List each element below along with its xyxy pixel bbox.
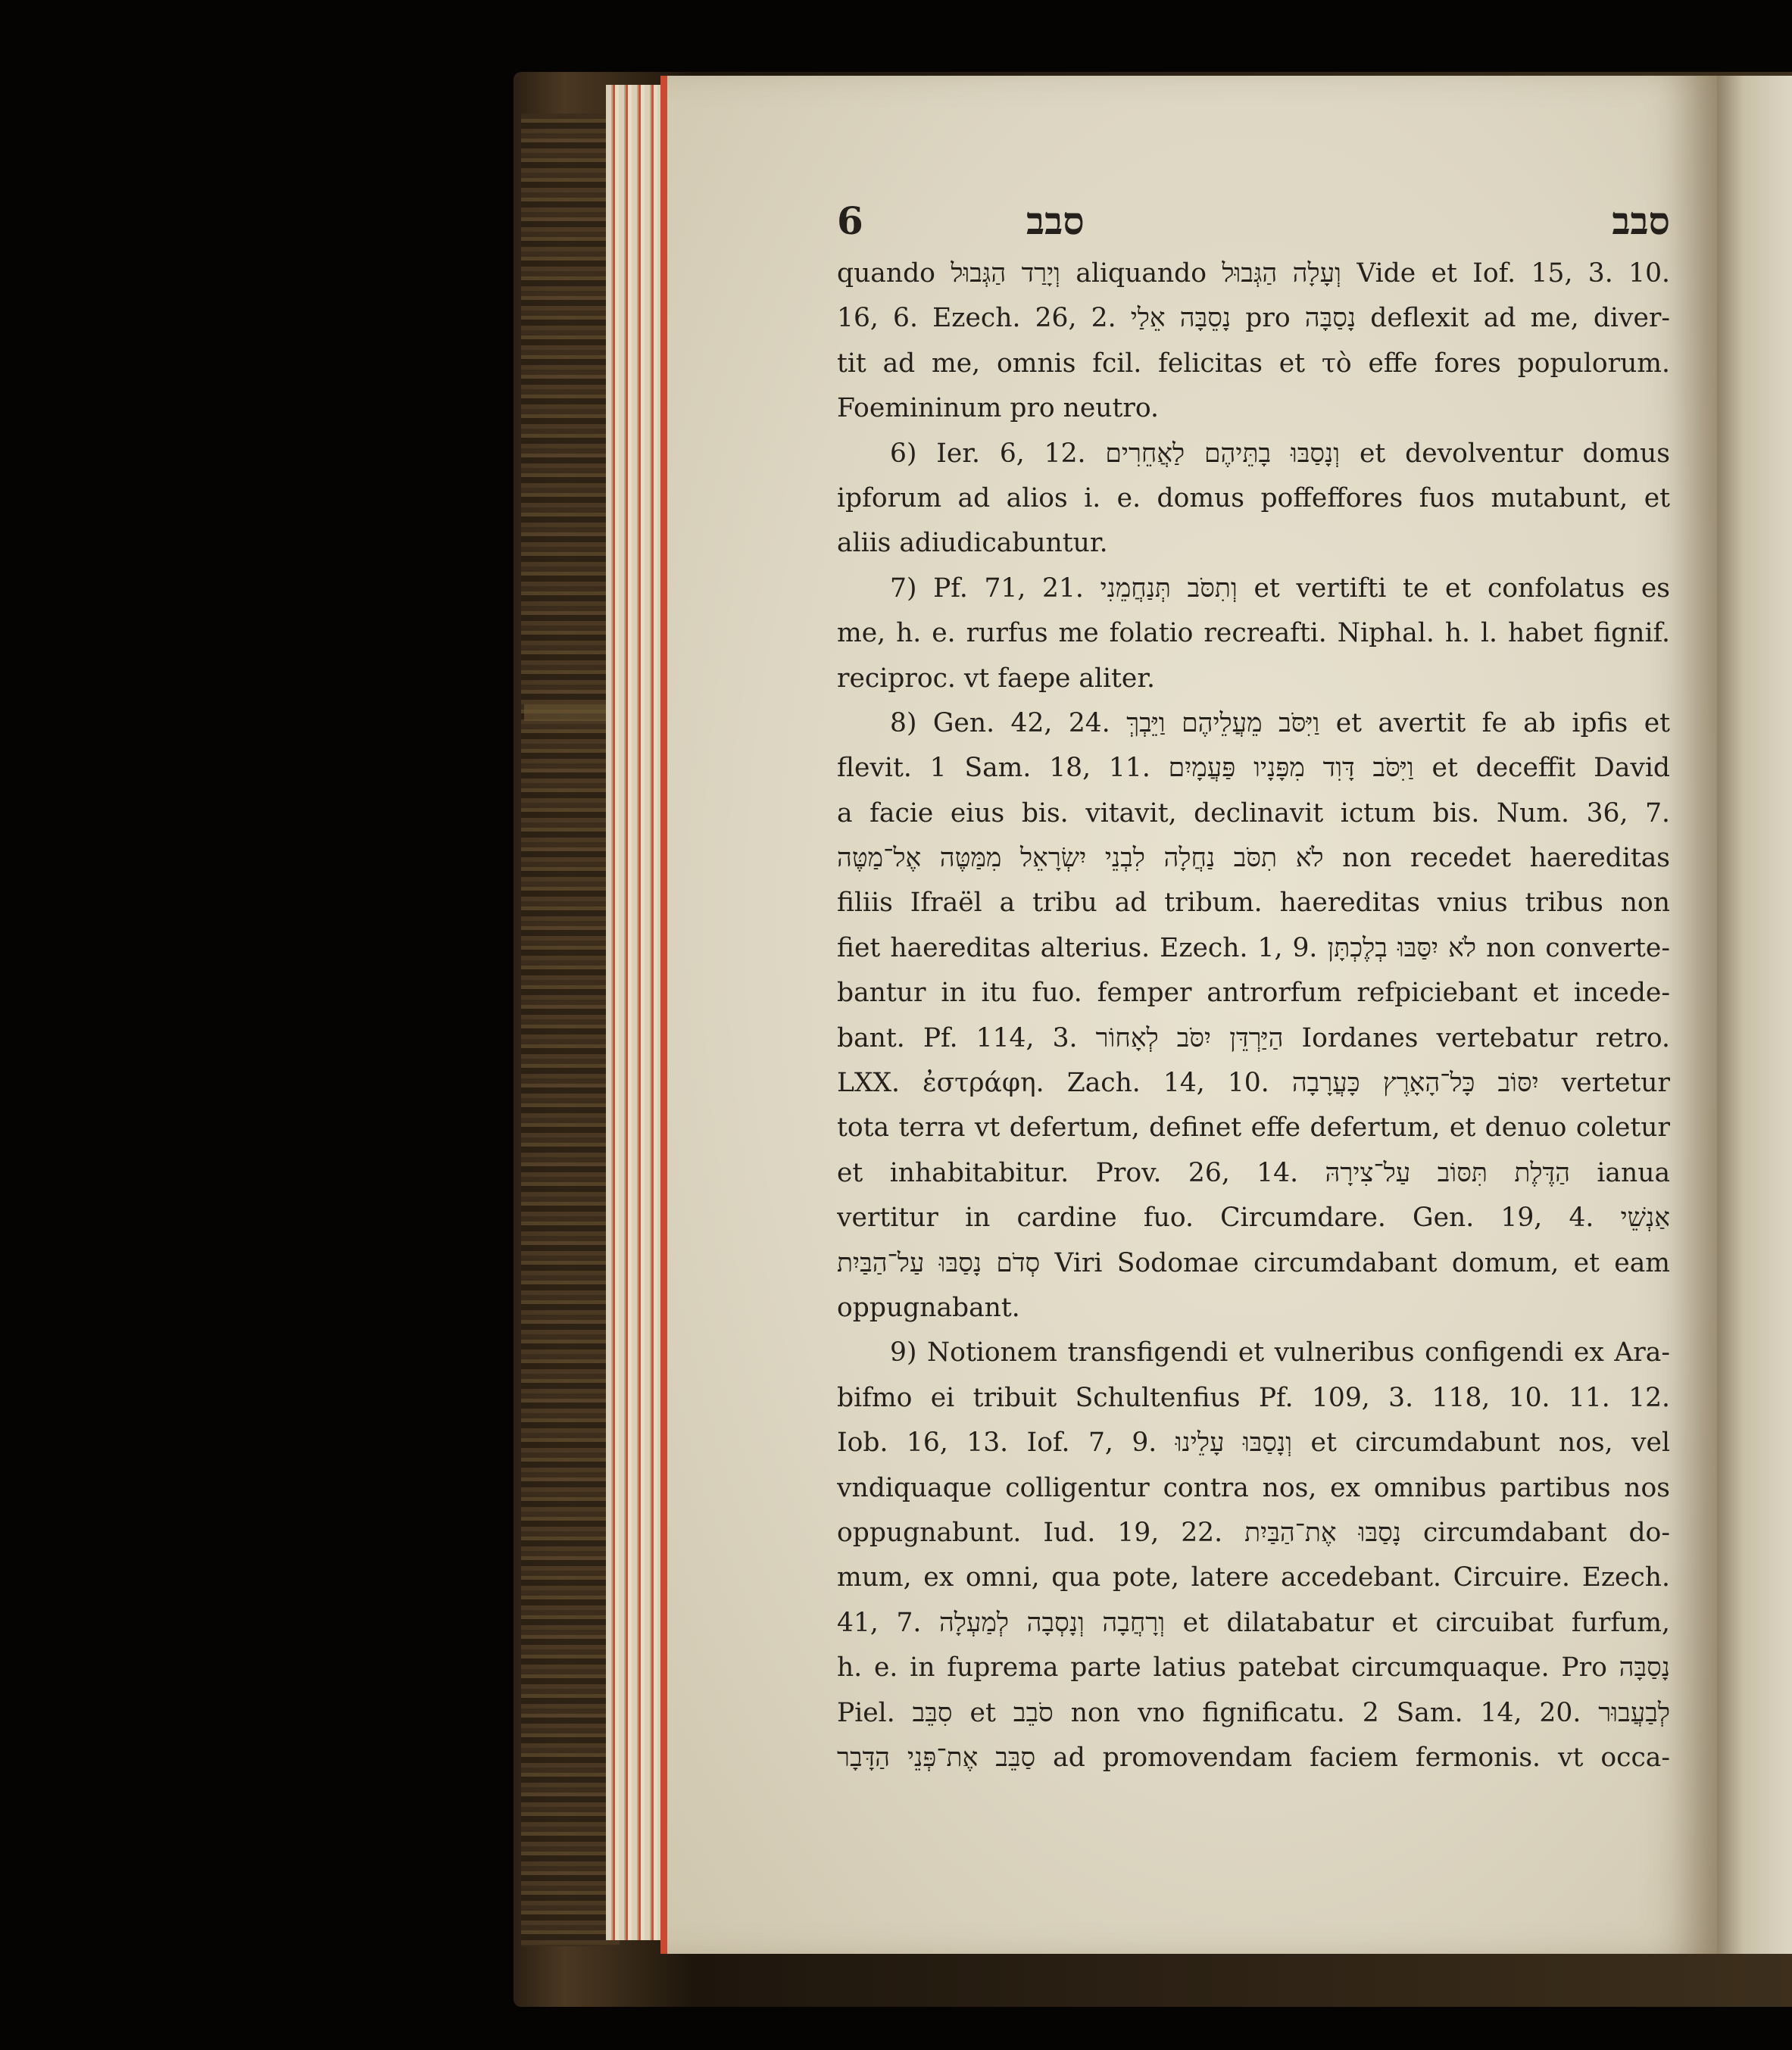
text-line: 41, 7. וְרָחֲבָה וְנָסְבָה לְמַעְלָה et dilatabatur et circuibat furfum, xyxy=(837,1607,1670,1638)
text-line: סְדֹם נָסַבּוּ עַל־הַבַּיִת Viri Sodomae circumdabant domum, et eam xyxy=(837,1247,1670,1278)
text-line: 16, 6. Ezech. 26, 2. נָסֵבָּה אֵלַי pro נָסַבָּה deflexit ad me, diver- xyxy=(837,303,1670,334)
text-line: filiis Ifraël a tribu ad tribum. haereditas vnius tribus non xyxy=(837,888,1670,919)
running-head-right: סבב xyxy=(1612,198,1670,243)
text-line: vertitur in cardine fuo. Circumdare. Gen. 19, 4. אַנְשֵׁי xyxy=(837,1203,1670,1234)
text-line: bantur in itu fuo. femper antrorfum refpiciebant et incede- xyxy=(837,978,1670,1009)
text-line: LXX. ἐστράφη. Zach. 14, 10. יִסּוֹב כָּל־הָאָרֶץ כָּעֲרָבָה vertetur xyxy=(837,1068,1670,1099)
text-line: tota terra vt defertum, definet effe defertum, et denuo coletur xyxy=(837,1112,1670,1144)
text-line: Foemininum pro neutro. xyxy=(837,393,1160,424)
text-line: 6) Ier. 6, 12. וְנָסַבּוּ בָתֵּיהֶם לַאֲחֵרִים et devolventur domus xyxy=(890,438,1670,469)
text-line: bifmo ei tribuit Schultenfius Pf. 109, 3. 118, 10. 11. 12. xyxy=(837,1382,1670,1413)
text-line: 8) Gen. 42, 24. וַיִּסֹּב מֵעֲלֵיהֶם וַיֵּבְךְּ et avertit fe ab ipfis et xyxy=(890,707,1670,738)
facing-page-edge xyxy=(1717,76,1792,1954)
text-line: bant. Pf. 114, 3. הַיַּרְדֵּן יִסֹּב לְאָחוֹר Iordanes vertebatur retro. xyxy=(837,1022,1670,1053)
text-line: 7) Pf. 71, 21. וְתִסֹּב תְּנַחֲמֵנִי et vertifti te et confolatus es xyxy=(890,573,1670,604)
text-line: סַבֵּב אֶת־פְּנֵי הַדָּבָר ad promovendam faciem fermonis. vt occa- xyxy=(837,1742,1670,1773)
text-line: vndiquaque colligentur contra nos, ex omnibus partibus nos xyxy=(837,1472,1670,1503)
text-line: et inhabitabitur. Prov. 26, 14. הַדֶּלֶת תִּסּוֹב עַל־צִירָהּ ianua xyxy=(837,1157,1670,1188)
text-line: a facie eius bis. vitavit, declinavit ictum bis. Num. 36, 7. xyxy=(837,797,1670,828)
book-spine xyxy=(521,114,620,1946)
text-line: flevit. 1 Sam. 18, 11. וַיִּסֹּב דָּוִד מִפָּנָיו פַּעֲמָיִם et deceffit David xyxy=(837,753,1670,784)
text-line: mum, ex omni, qua pote, latere accedebant. Circuire. Ezech. xyxy=(837,1562,1670,1593)
running-head-left: סבב xyxy=(1026,198,1085,243)
page-text xyxy=(837,191,1670,1780)
text-line: ipforum ad alios i. e. domus poffeffores fuos mutabunt, et xyxy=(837,482,1670,513)
text-line: me, h. e. rurfus me folatio recreafti. Niphal. h. l. habet fignif. xyxy=(837,618,1670,649)
text-line: oppugnabunt. Iud. 19, 22. נָסַבּוּ אֶת־הַבַּיִת circumdabant do- xyxy=(837,1517,1670,1548)
text-line: oppugnabant. xyxy=(837,1292,1020,1323)
spine-band xyxy=(524,704,613,721)
text-line: reciproc. vt faepe aliter. xyxy=(837,663,1155,694)
text-line: h. e. in fuprema parte latius patebat circumquaque. Pro נָסַבָּה xyxy=(837,1652,1670,1683)
text-line: Piel. סִבֵּב et סֹבֵב non vno fignificatu. 2 Sam. 14, 20. לְבַעֲבוּר xyxy=(837,1697,1670,1728)
text-line: quando וְיָרַד הַגְּבוּל aliquando וְעָלָה הַגְּבוּל Vide et Iof. 15, 3. 10. xyxy=(837,258,1670,289)
page-number: 6 xyxy=(837,198,863,243)
text-lines xyxy=(837,251,1670,1780)
text-line: לֹא תִסֹּב נַחֲלָה לִבְנֵי יִשְׂרָאֵל מִמַּטֶּה אֶל־מַטֶּה non recedet haereditas xyxy=(837,843,1670,874)
text-line: tit ad me, omnis fcil. felicitas et τὸ effe fores populorum. xyxy=(837,348,1670,379)
text-line: Iob. 16, 13. Iof. 7, 9. וְנָסַבּוּ עָלֵינוּ et circumdabunt nos, vel xyxy=(837,1428,1670,1459)
text-line: fiet haereditas alterius. Ezech. 1, 9. לֹא יִסַּבּוּ בְלֶכְתָּן non converte- xyxy=(837,932,1670,963)
text-line: 9) Notionem transfigendi et vulneribus configendi ex Ara- xyxy=(890,1337,1670,1368)
text-line: aliis adiudicabuntur. xyxy=(837,528,1108,559)
running-header xyxy=(837,191,1670,251)
